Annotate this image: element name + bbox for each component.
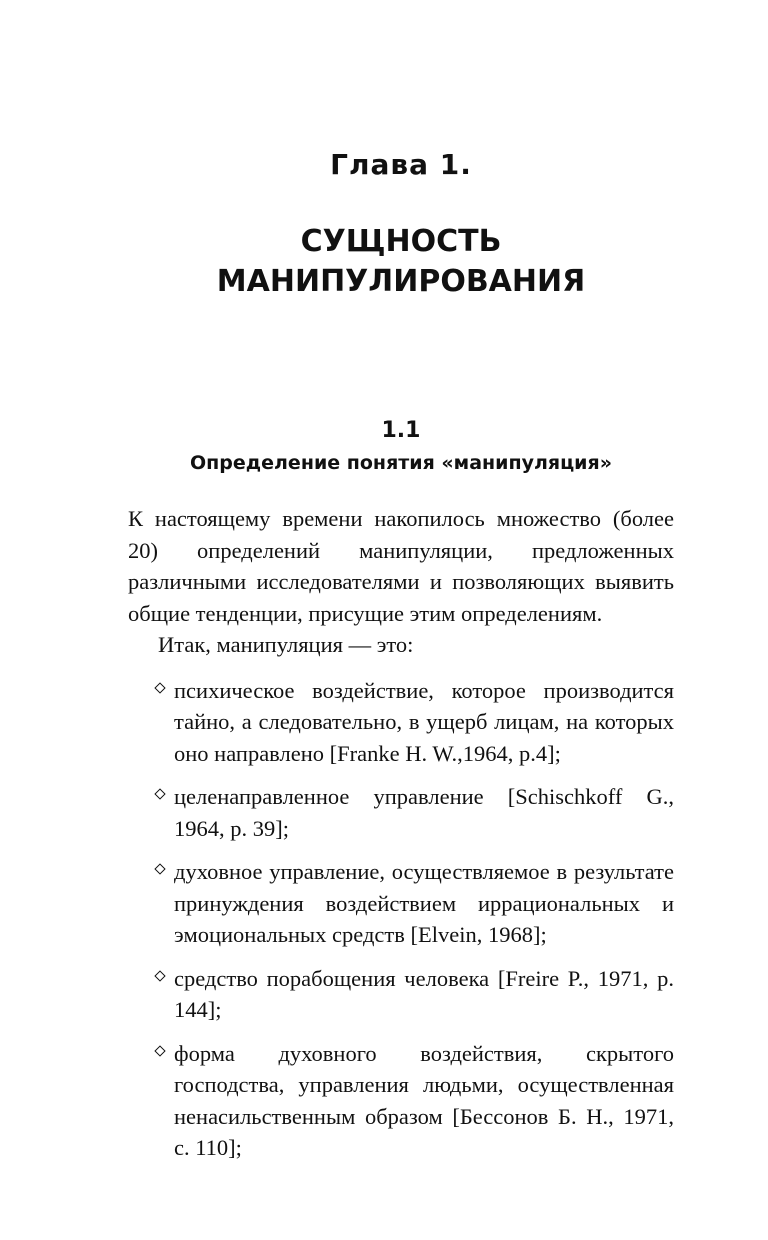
list-item-text: форма духовного воздействия, скрытого господства, управления людьми, осуществленная ненасильственным образом [Бессонов Б. Н., 1971, с. 110]; — [174, 1040, 674, 1160]
body-text — [128, 503, 674, 1176]
list-item — [128, 675, 674, 770]
chapter-title-line: СУЩНОСТЬ — [300, 224, 502, 259]
chapter-title — [128, 222, 674, 302]
intro-paragraph: К настоящему времени накопилось множество (более 20) определений манипуляции, предложенных различными исследователями и позволяющих выявить общие тенденции, присущие этим определениям. — [128, 506, 674, 626]
section-number: 1.1 — [381, 418, 421, 443]
chapter-label: Глава 1. — [330, 148, 472, 181]
list-item — [128, 963, 674, 1026]
definition-list — [128, 675, 674, 1164]
list-item — [128, 856, 674, 951]
list-item — [128, 781, 674, 844]
diamond-bullet-icon — [154, 682, 165, 693]
diamond-bullet-icon — [154, 1045, 165, 1056]
lead-paragraph: Итак, манипуляция — это: — [158, 632, 414, 657]
chapter-title-line: МАНИПУЛИРОВАНИЯ — [216, 264, 586, 299]
section-title: Определение понятия «манипуляция» — [190, 452, 612, 474]
diamond-bullet-icon — [154, 863, 165, 874]
list-item-text: целенаправленное управление [Schischkoff G., 1964, p. 39]; — [174, 784, 674, 841]
list-item — [128, 1038, 674, 1164]
diamond-bullet-icon — [154, 970, 165, 981]
list-item-text: средство порабощения человека [Freire P., 1971, p. 144]; — [174, 965, 674, 1022]
diamond-bullet-icon — [154, 788, 165, 799]
list-item-text: психическое воздействие, которое производится тайно, а следовательно, в ущерб лицам, на которых оно направлено [Franke H. W.,1964, p.4]; — [174, 677, 674, 766]
list-item-text: духовное управление, осуществляемое в результате принуждения воздействием иррациональных и эмоциональных средств [Elvein, 1968]; — [174, 859, 674, 947]
